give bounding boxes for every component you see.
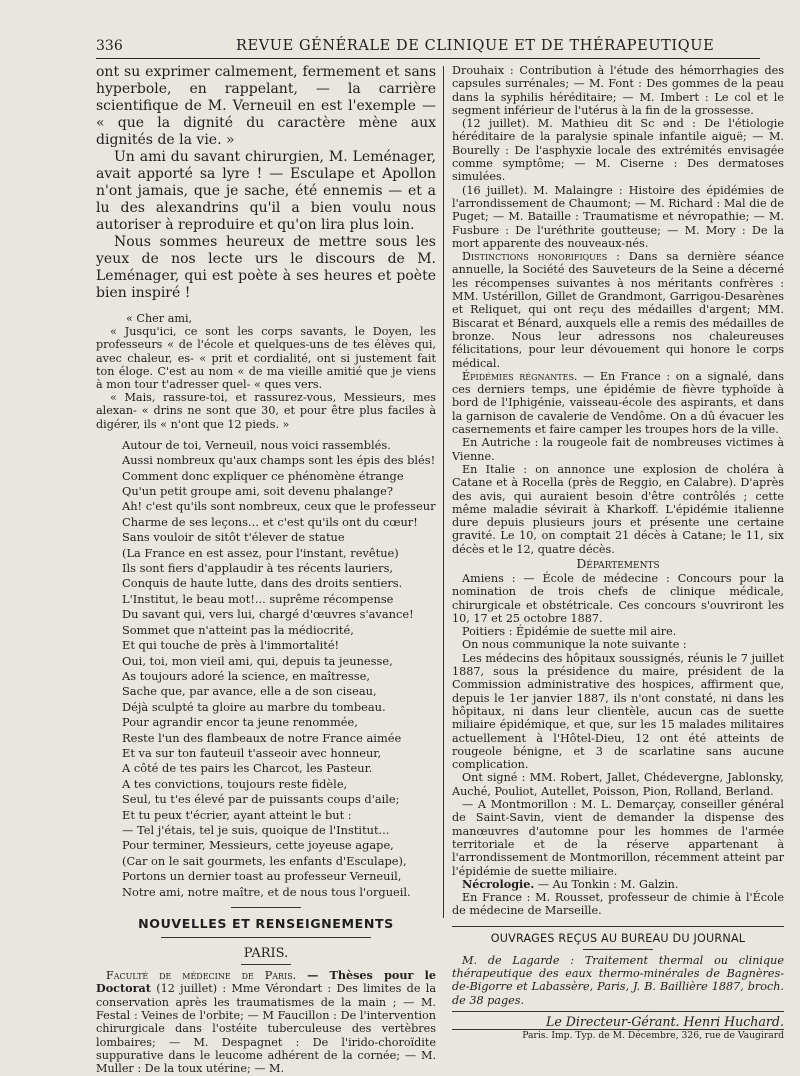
quote-greeting: « Cher ami,	[126, 312, 193, 325]
theses-paragraph: (12 juillet). M. Mathieu dit Sc ənd : De l'étiologie héréditaire de la paralysie spinale infantile aiguë; — M. Bourelly : De l'asphyxie locale des extrémités envisagée comme symptôme; — M. Ciserne : Des dermatoses simulées.	[452, 117, 784, 184]
poitiers-paragraph: Les médecins des hôpitaux soussignés, réunis le 7 juillet 1887, sous la présidence du maire, président de la Commission administrative des hospices, affirment que, depuis le 1er janvier 1887, ils n'ont constaté, ni dans les hôpitaux, ni dans leur clientèle, aucun cas de suette miliaire épidémique, et que, sur les 15 malades militaires actuellement à l'Hôtel-Dieu, 12 ont été atteints de rougeole bénigne, et 3 de scarlatine sans aucune complication.	[452, 651, 784, 772]
poitiers-paragraph: On nous communique la note suivante :	[462, 638, 687, 652]
poem-line: A côté de tes pairs les Charcot, les Pasteur.	[122, 761, 373, 776]
amiens-paragraph: Amiens : — École de médecine : Concours pour la nomination de trois chefs de clinique médicale, chirurgicale et obstétricale. Ces concours s'ouvriront les 10, 17 et 25 octobre 1887.	[452, 571, 784, 625]
column-divider	[443, 66, 444, 918]
poem-line: (La France en est assez, pour l'instant, revêtue)	[122, 545, 399, 560]
page-number: 336	[96, 38, 123, 54]
poem	[96, 438, 436, 900]
departements-title: Départements	[576, 555, 660, 571]
poem-line: Déjà sculpté ta gloire au marbre du tombeau.	[122, 699, 386, 714]
epidemies-text: — En France : on a signalé, dans ces derniers temps, une épidémie de fièvre typhoïde à bord de l'Iphigénie, vaisseau-école des aspirants, et dans la garnison de cavalerie de Vendôme. On a dû évacuer les casernements et faire camper les troupes hors de la ville.	[452, 369, 784, 437]
poem-line: — Tel j'étais, tel je suis, quoique de l'Institut...	[122, 822, 390, 837]
epidemies-paragraph	[452, 370, 784, 436]
poem-line: Aussi nombreux qu'aux champs sont les épis des blés!	[122, 453, 436, 468]
theses-continued: Drouhaix : Contribution à l'étude des hémorrhagies des capsules surrénales; — M. Font : Des gommes de la peau dans la syphilis héréditaire; — M. Imbert : Le col et le segment inférieur de l'utérus à la fin de la grossesse.	[452, 64, 784, 117]
poem-line: Oui, toi, mon vieil ami, qui, depuis ta jeunesse,	[122, 653, 393, 668]
poem-line: Sommet que n'atteint pas la médiocrité,	[122, 622, 354, 637]
epidemies-paragraph: En Italie : on annonce une explosion de choléra à Catane et à Rocella (près de Reggio, en Calabre). D'après des avis, qui auraient besoin d'être contrôlés ; cette même maladie sévirait à Kharkoff. L'épidémie italienne dure depuis plusieurs jours et présente une certaine gravité. Le 10, on comptait 21 décès à Catane; le 11, six décès et le 12, quatre décès.	[452, 462, 784, 556]
quote-paragraph: « Jusqu'ici, ce sont les corps savants, le Doyen, les professeurs « de l'école et quelques-uns de tes élèves qui, avec chaleur, es- « prit et cordialité, ont si justement fait ton éloge. C'est au nom « de ma vieille amitié que je viens à mon tour t'adresser quel- « ques vers.	[96, 325, 436, 392]
poem-line: Du savant qui, vers lui, chargé d'œuvres s'avance!	[122, 607, 414, 622]
poem-line: Ah! c'est qu'ils sont nombreux, ceux que le professeur	[122, 499, 436, 514]
poem-line: Notre ami, notre maître, et de nous tous l'orgueil.	[122, 884, 411, 899]
poem-line: Autour de toi, Verneuil, nous voici rassemblés.	[122, 437, 391, 452]
journal-title: REVUE GÉNÉRALE DE CLINIQUE ET DE THÉRAPEUTIQUE	[236, 38, 715, 54]
section-rule	[452, 1011, 784, 1012]
faculte-label: Faculté de médecine de Paris.	[106, 969, 297, 983]
director-signature: Le Directeur-Gérant. Henri Huchard.	[545, 1013, 784, 1029]
poem-line: A tes convictions, toujours reste fidèle,	[122, 776, 348, 791]
subsection-title-paris: PARIS.	[243, 946, 289, 962]
epidemies-paragraph: En Autriche : la rougeole fait de nombreuses victimes à Vienne.	[452, 436, 784, 463]
poem-line: Conquis de haute lutte, dans des droits sentiers.	[122, 576, 403, 591]
poem-line: Pour agrandir encor ta jeune renommée,	[122, 715, 358, 730]
poem-line: Sans vouloir de sitôt t'élever de statue	[122, 530, 345, 545]
intro-paragraph: Un ami du savant chirurgien, M. Leménager, avait apporté sa lyre ! — Esculape et Apollon n'ont jamais, que je sache, été ennemis — et a lu des alexandrins qu'il a bien voulu nous autoriser à reproduire et qu'on lira plus loin.	[96, 149, 436, 233]
poem-line: Sache que, par avance, elle a de son ciseau,	[122, 684, 377, 699]
theses-heading: — Thèses pour le Doctorat	[96, 968, 436, 996]
montmorillon-paragraph: — A Montmorillon : M. L. Demarçay, conseiller général de Saint-Savin, vient de demander la dispense des manœuvres d'automne pour les hommes de l'armée territoriale et de la réserve appartenant à l'arrondissement de Montmorillon, récemment atteint par l'épidémie de suette miliaire.	[452, 798, 784, 878]
poem-line: Seul, tu t'es élevé par de puissants coups d'aile;	[122, 792, 400, 807]
poem-line: Pour terminer, Messieurs, cette joyeuse agape,	[122, 838, 394, 853]
epidemies-label: Épidémies régnantes.	[462, 369, 578, 383]
poem-line: As toujours adoré la science, en maîtresse,	[122, 668, 370, 683]
poem-line: (Car on le sait gourmets, les enfants d'Esculape),	[122, 853, 407, 868]
left-column	[96, 64, 436, 1074]
necrologie-paragraph	[452, 878, 784, 891]
poem-line: Comment donc expliquer ce phénomène étrange	[122, 468, 404, 483]
necrologie-paragraph: En France : M. Rousset, professeur de chimie à l'École de médecine de Marseille.	[452, 891, 784, 918]
poem-line: Qu'un petit groupe ami, soit devenu phalange?	[122, 484, 393, 499]
poem-line: L'Institut, le beau mot!... suprême récompense	[122, 591, 394, 606]
necrologie-text: — Au Tonkin : M. Galzin.	[537, 877, 679, 891]
faculte-text: (12 juillet) : Mme Vérondart : Des limites de la conservation après les traumatismes de la main ; — M. Festal : Veines de l'orbite; — M Faucillon : De l'intervention chirurgicale dans l'ostéite tuberculeuse des vertèbres lombaires; — M. Despagnet : De l'irido-choroïdite suppurative dans le leucome adhérent de la cornée; — M. Muller : De la toux utérine; — M.	[96, 982, 436, 1074]
intro-paragraph: ont su exprimer calmement, fermement et sans hyperbole, en rappelant, — la carrière scientifique de M. Verneuil en est l'exemple — « que la dignité du caractère mène aux dignités de la vie. »	[96, 64, 436, 148]
poem-line: Ils sont fiers d'applaudir à tes récents lauriers,	[122, 561, 394, 576]
poem-line: Reste l'un des flambeaux de notre France aimée	[122, 730, 402, 745]
printer-imprint: Paris. Imp. Typ. de M. Décembre, 326, rue de Vaugirard	[522, 1029, 784, 1041]
faculte-paragraph	[96, 969, 436, 1074]
ouvrages-title: OUVRAGES REÇUS AU BUREAU DU JOURNAL	[490, 931, 746, 945]
poem-line: Et tu peux t'écrier, ayant atteint le but :	[122, 807, 352, 822]
page-header	[96, 36, 760, 59]
theses-paragraph: (16 juillet). M. Malaingre : Histoire des épidémies de l'arrondissement de Chaumont; — M. Richard : Mal die de Puget; — M. Bataille : Traumatisme et névropathie; — M. Fusbure : De l'uréthrite goutteuse; — M. Mory : De la mort apparente des nouveaux-nés.	[452, 183, 784, 250]
poem-line: Et qui touche de près à l'immortalité!	[122, 638, 340, 653]
poem-line: Charme de ses leçons... et c'est qu'ils ont du cœur!	[122, 514, 418, 529]
distinctions-label: Distinctions honorifiques :	[462, 250, 620, 264]
poitiers-paragraph: Ont signé : MM. Robert, Jallet, Chédevergne, Jablonsky, Auché, Pouliot, Autellet, Poisson, Pion, Rolland, Berland.	[452, 771, 784, 798]
poem-line: Et va sur ton fauteuil t'asseoir avec honneur,	[122, 745, 382, 760]
necrologie-label: Nécrologie.	[462, 876, 535, 891]
quote-paragraph: « Mais, rassure-toi, et rassurez-vous, Messieurs, mes alexan- « drins ne sont que 30, et pour être plus faciles à digérer, ils « n'ont que 12 pieds. »	[96, 391, 436, 431]
section-title-nouvelles: NOUVELLES ET RENSEIGNEMENTS	[138, 916, 394, 932]
intro-paragraph: Nous sommes heureux de mettre sous les yeux de nos lecte urs le discours de M. Leménager, qui est poète à ses heures et poète bien inspiré !	[96, 234, 436, 301]
poem-line: Portons un dernier toast au professeur Verneuil,	[122, 869, 402, 884]
ouvrage-paragraph: M. de Lagarde : Traitement thermal ou clinique thérapeutique des eaux thermo-minérales de Bagnères-de-Bigorre et Labassère, Paris, J. B. Baillière 1887, broch. de 38 pages.	[452, 953, 784, 1007]
right-column	[452, 64, 784, 1074]
poitiers-heading: Poitiers : Épidémie de suette mil aire.	[462, 625, 677, 639]
distinctions-text: Dans sa dernière séance annuelle, la Société des Sauveteurs de la Seine a décerné les récompenses suivantes à nos méritants confrères : MM. Ustérillon, Gillet de Grandmont, Garrigou-Desarènes et Reliquet, qui ont reçu des médailles d'argent; MM. Biscarat et Bénard, auxquels elle a remis des médailles de bronze. Nous leur adressons nos chaleureuses félicitations, pour leur dévouement qui honore le corps médical.	[452, 250, 784, 370]
distinctions-paragraph	[452, 250, 784, 370]
